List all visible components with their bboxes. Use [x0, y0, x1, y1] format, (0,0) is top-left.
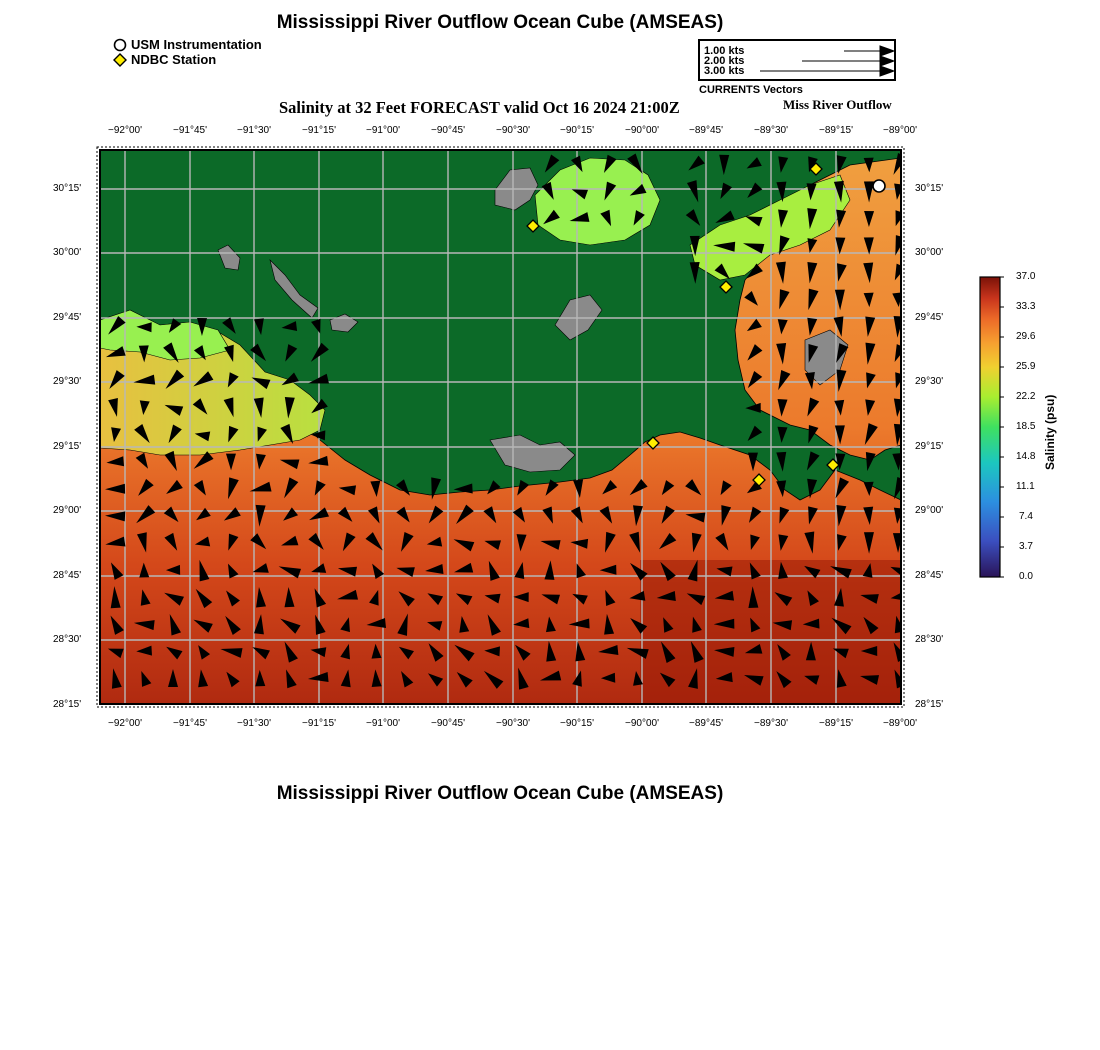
cbar-tick-8: 7.4	[1019, 511, 1033, 522]
lat-right-3: 29°30'	[915, 376, 944, 387]
ndbc-legend-label: NDBC Station	[131, 52, 217, 67]
salinity-colorbar	[975, 270, 1015, 585]
lon-bot-2: −91°30'	[237, 718, 271, 729]
lon-top-5: −90°45'	[431, 125, 465, 136]
cbar-tick-4: 22.2	[1016, 391, 1036, 402]
colorbar-title: Salinity (psu)	[1043, 394, 1057, 470]
region-label: Miss River Outflow	[783, 97, 892, 112]
lat-left-1: 30°00'	[53, 247, 82, 258]
bottom-title: Mississippi River Outflow Ocean Cube (AMSEAS)	[276, 783, 724, 804]
lon-top-9: −89°45'	[689, 125, 723, 136]
colorbar-gradient	[980, 277, 1000, 577]
lon-top-3: −91°15'	[302, 125, 336, 136]
lon-bot-4: −91°00'	[366, 718, 400, 729]
cbar-tick-3: 25.9	[1016, 361, 1036, 372]
vector-row-3: 3.00 kts	[704, 65, 745, 77]
cbar-tick-9: 3.7	[1019, 541, 1033, 552]
lon-bot-9: −89°45'	[689, 718, 723, 729]
lat-left-7: 28°30'	[53, 634, 82, 645]
cbar-tick-0: 37.0	[1016, 271, 1036, 282]
lon-top-10: −89°30'	[754, 125, 788, 136]
lat-left-3: 29°30'	[53, 376, 82, 387]
lon-bot-3: −91°15'	[302, 718, 336, 729]
vector-row-2: 2.00 kts	[704, 55, 745, 67]
lon-bot-7: −90°15'	[560, 718, 594, 729]
lon-top-0: −92°00'	[108, 125, 142, 136]
vector-legend-title: CURRENTS Vectors	[699, 84, 803, 96]
lon-bot-8: −90°00'	[625, 718, 659, 729]
lat-right-7: 28°30'	[915, 634, 944, 645]
lon-bot-11: −89°15'	[819, 718, 853, 729]
lon-bot-12: −89°00'	[883, 718, 917, 729]
cbar-tick-2: 29.6	[1016, 331, 1036, 342]
lat-right-4: 29°15'	[915, 441, 944, 452]
vector-row-1: 1.00 kts	[704, 45, 745, 57]
lat-left-4: 29°15'	[53, 441, 82, 452]
lat-left-8: 28°15'	[53, 699, 82, 710]
cbar-tick-10: 0.0	[1019, 571, 1033, 582]
cbar-tick-1: 33.3	[1016, 301, 1036, 312]
lon-top-7: −90°15'	[560, 125, 594, 136]
usm-station-marker[interactable]	[873, 180, 885, 192]
lon-top-12: −89°00'	[883, 125, 917, 136]
lat-left-0: 30°15'	[53, 183, 82, 194]
lon-top-11: −89°15'	[819, 125, 853, 136]
lon-top-6: −90°30'	[496, 125, 530, 136]
lon-top-1: −91°45'	[173, 125, 207, 136]
lon-top-4: −91°00'	[366, 125, 400, 136]
lat-right-8: 28°15'	[915, 699, 944, 710]
cbar-tick-5: 18.5	[1016, 421, 1036, 432]
lat-right-2: 29°45'	[915, 312, 944, 323]
lat-right-1: 30°00'	[915, 247, 944, 258]
usm-legend-label: USM Instrumentation	[131, 37, 262, 52]
lon-bot-10: −89°30'	[754, 718, 788, 729]
lat-left-6: 28°45'	[53, 570, 82, 581]
main-title: Mississippi River Outflow Ocean Cube (AMSEAS)	[276, 12, 724, 33]
cbar-tick-6: 14.8	[1016, 451, 1036, 462]
lat-left-2: 29°45'	[53, 312, 82, 323]
lat-right-5: 29°00'	[915, 505, 944, 516]
lat-right-0: 30°15'	[915, 183, 944, 194]
lat-left-5: 29°00'	[53, 505, 82, 516]
cbar-tick-7: 11.1	[1016, 481, 1035, 492]
lon-bot-1: −91°45'	[173, 718, 207, 729]
lon-top-8: −90°00'	[625, 125, 659, 136]
lon-bot-5: −90°45'	[431, 718, 465, 729]
lon-bot-6: −90°30'	[496, 718, 530, 729]
map-subtitle: Salinity at 32 Feet FORECAST valid Oct 16 2024 21:00Z	[279, 98, 680, 117]
lon-bot-0: −92°00'	[108, 718, 142, 729]
lat-right-6: 28°45'	[915, 570, 944, 581]
lon-top-2: −91°30'	[237, 125, 271, 136]
